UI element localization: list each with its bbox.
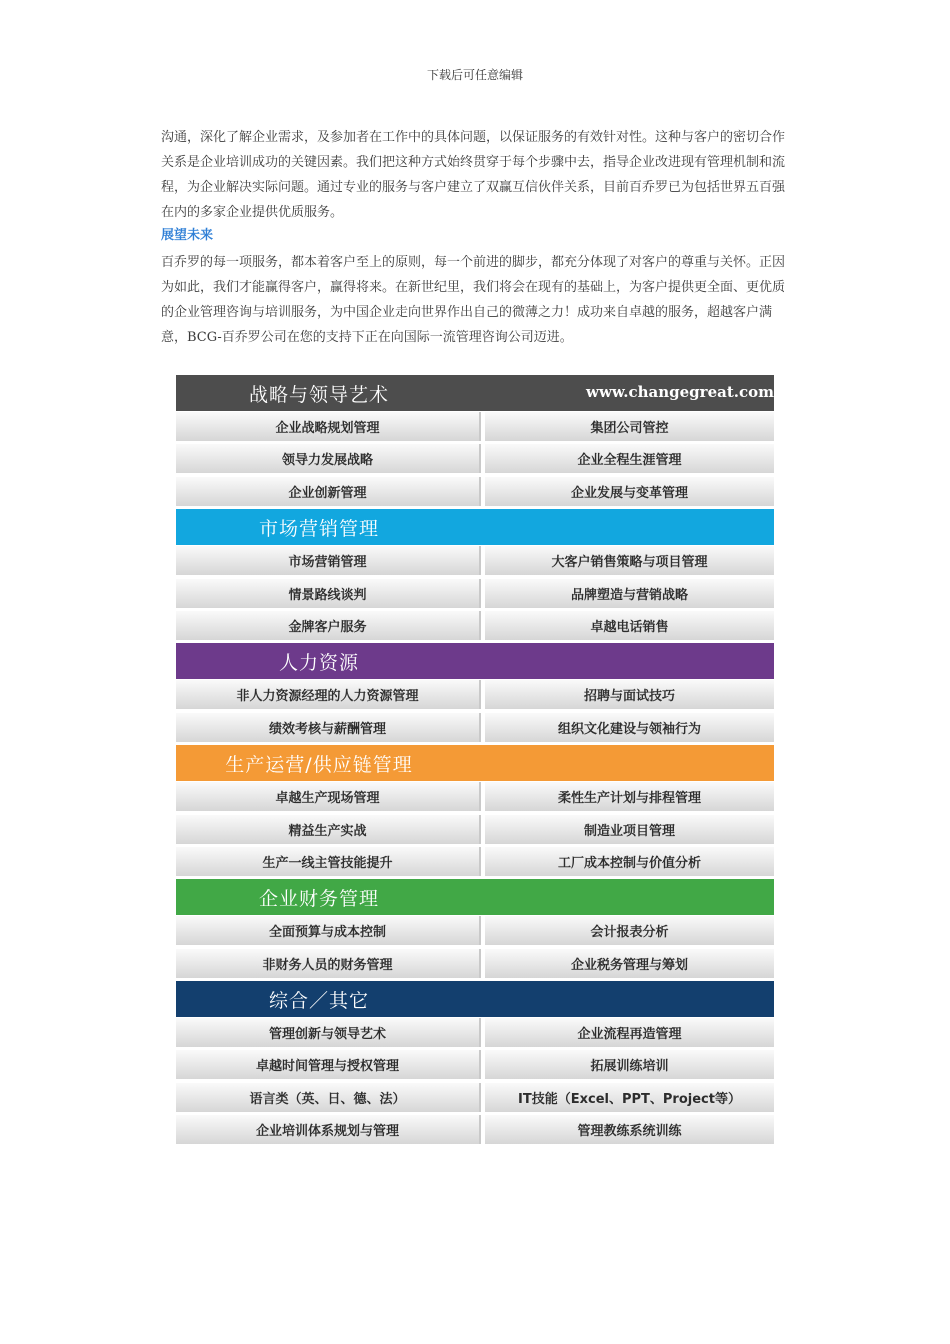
course-cell: 制造业项目管理 <box>485 815 774 844</box>
course-row <box>176 949 774 978</box>
course-cell: 品牌塑造与营销战略 <box>485 579 774 608</box>
course-catalog-table <box>176 375 774 1148</box>
course-row <box>176 680 774 709</box>
course-cell: 企业全程生涯管理 <box>485 444 774 473</box>
course-row <box>176 444 774 473</box>
section-title-future: 展望未来 <box>161 228 214 243</box>
course-cell: 企业战略规划管理 <box>176 412 481 441</box>
course-cell: 语言类（英、日、德、法） <box>176 1083 481 1112</box>
course-cell: 企业流程再造管理 <box>485 1018 774 1047</box>
course-row <box>176 579 774 608</box>
course-row <box>176 1018 774 1047</box>
course-row <box>176 1115 774 1144</box>
course-row <box>176 546 774 575</box>
course-cell: 管理创新与领导艺术 <box>176 1018 481 1047</box>
course-cell: 企业税务管理与筹划 <box>485 949 774 978</box>
course-cell: 拓展训练培训 <box>485 1050 774 1079</box>
category-header-general <box>176 981 774 1017</box>
category-header-hr <box>176 643 774 679</box>
course-row <box>176 1050 774 1079</box>
course-cell: 卓越时间管理与授权管理 <box>176 1050 481 1079</box>
course-cell: IT技能（Excel、PPT、Project等） <box>485 1083 774 1112</box>
intro-paragraph: 沟通，深化了解企业需求，及参加者在工作中的具体问题，以保证服务的有效针对性。这种与客户的密切合作关系是企业培训成功的关键因素。我们把这种方式始终贯穿于每个步骤中去，指导企业改进现有管理机制和流程，为企业解决实际问题。通过专业的服务与客户建立了双赢互信伙伴关系，目前百乔罗已为包括世界五百强在内的多家企业提供优质服务。 <box>161 130 786 220</box>
course-cell: 领导力发展战略 <box>176 444 481 473</box>
course-cell: 情景路线谈判 <box>176 579 481 608</box>
category-header-marketing <box>176 509 774 545</box>
course-cell: 卓越电话销售 <box>485 611 774 640</box>
course-cell: 精益生产实战 <box>176 815 481 844</box>
course-cell: 全面预算与成本控制 <box>176 916 481 945</box>
future-paragraph: 百乔罗的每一项服务，都本着客户至上的原则，每一个前进的脚步，都充分体现了对客户的尊重与关怀。正因为如此，我们才能赢得客户，赢得将来。在新世纪里，我们将会在现有的基础上，为客户提供更全面、更优质的企业管理咨询与培训服务，为中国企业走向世界作出自己的微薄之力！成功来自卓越的服务，超越客户满意，BCG-百乔罗公司在您的支持下正在向国际一流管理咨询公司迈进。 <box>161 255 786 345</box>
course-row <box>176 782 774 811</box>
course-cell: 非财务人员的财务管理 <box>176 949 481 978</box>
category-header-production <box>176 745 774 781</box>
course-cell: 非人力资源经理的人力资源管理 <box>176 680 481 709</box>
course-row <box>176 611 774 640</box>
category-title: 综合／其它 <box>268 989 369 1012</box>
category-title: 生产运营/供应链管理 <box>225 753 413 776</box>
page-header-note: 下载后可任意编辑 <box>426 68 523 82</box>
course-cell: 集团公司管控 <box>485 412 774 441</box>
website-url: www.changegreat.com <box>586 383 774 401</box>
course-cell: 企业发展与变革管理 <box>485 477 774 506</box>
category-title: 企业财务管理 <box>258 887 379 910</box>
course-row <box>176 412 774 441</box>
course-cell: 大客户销售策略与项目管理 <box>485 546 774 575</box>
category-title: 人力资源 <box>278 651 359 674</box>
course-row <box>176 815 774 844</box>
course-cell: 会计报表分析 <box>485 916 774 945</box>
course-cell: 管理教练系统训练 <box>485 1115 774 1144</box>
course-row <box>176 916 774 945</box>
course-cell: 金牌客户服务 <box>176 611 481 640</box>
course-cell: 市场营销管理 <box>176 546 481 575</box>
course-cell: 企业创新管理 <box>176 477 481 506</box>
category-header-strategy <box>176 375 774 411</box>
course-row <box>176 477 774 506</box>
category-title: 市场营销管理 <box>258 517 379 540</box>
course-row <box>176 713 774 742</box>
course-cell: 工厂成本控制与价值分析 <box>485 847 774 876</box>
category-header-finance <box>176 879 774 915</box>
course-cell: 卓越生产现场管理 <box>176 782 481 811</box>
course-cell: 招聘与面试技巧 <box>485 680 774 709</box>
category-title: 战略与领导艺术 <box>248 383 389 406</box>
course-cell: 企业培训体系规划与管理 <box>176 1115 481 1144</box>
course-cell: 绩效考核与薪酬管理 <box>176 713 481 742</box>
course-row <box>176 1083 774 1112</box>
course-cell: 组织文化建设与领袖行为 <box>485 713 774 742</box>
course-cell: 柔性生产计划与排程管理 <box>485 782 774 811</box>
course-cell: 生产一线主管技能提升 <box>176 847 481 876</box>
course-row <box>176 847 774 876</box>
